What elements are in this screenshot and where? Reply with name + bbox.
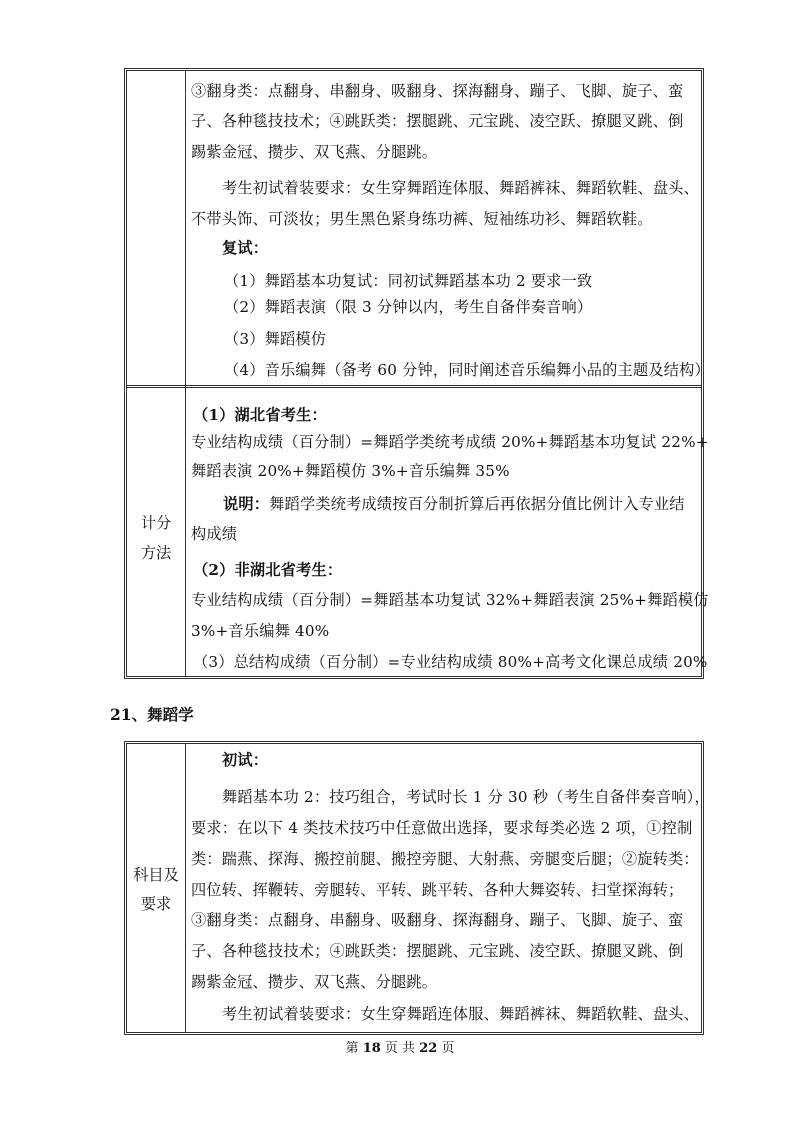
column-divider <box>185 71 186 676</box>
text-line: 舞蹈基本功 2：技巧组合，考试时长 1 分 30 秒（考生自备伴奏音响）， <box>222 788 710 806</box>
subject-label: 科目及 <box>133 866 179 884</box>
text-line: 考生初试着装要求：女生穿舞蹈连体服、舞蹈裤袜、舞蹈软鞋、盘头、 <box>222 179 700 197</box>
footer-mid: 页 共 <box>384 1041 416 1056</box>
text-line: 构成绩 <box>191 525 238 543</box>
page-footer <box>0 1037 800 1056</box>
text-line: 专业结构成绩（百分制）=舞蹈学类统考成绩 20%+舞蹈基本功复试 22%+ <box>191 433 709 451</box>
scoring-label: 计分 <box>140 514 172 532</box>
fushi-item: （3）舞蹈模仿 <box>224 330 327 348</box>
text-line: 专业结构成绩（百分制）=舞蹈基本功复试 32%+舞蹈表演 25%+舞蹈模仿 <box>191 591 709 609</box>
total-line: （3）总结构成绩（百分制）=专业结构成绩 80%+高考文化课总成绩 20% <box>193 653 708 671</box>
fushi-heading: 复试： <box>222 239 269 257</box>
section-title: 21、舞蹈学 <box>110 705 194 724</box>
subject-label: 要求 <box>140 895 172 913</box>
note-label: 说明： <box>223 495 270 513</box>
text-line: 不带头饰、可淡妆；男生黑色紧身练功裤、短袖练功衫、舞蹈软鞋。 <box>191 210 653 228</box>
note-line <box>223 494 685 514</box>
text-line: 3%+音乐编舞 40% <box>191 622 330 640</box>
text-line: 踢紫金冠、攒步、双飞燕、分腿跳。 <box>191 973 438 991</box>
text-line: 子、各种毯技技术；④跳跃类：摆腿跳、元宝跳、凌空跃、撩腿叉跳、倒 <box>191 942 684 960</box>
text-line: 踢紫金冠、攒步、双飞燕、分腿跳。 <box>191 143 438 161</box>
page-total: 22 <box>419 1041 438 1056</box>
chushi-heading: 初试： <box>222 751 269 769</box>
fushi-item: （4）音乐编舞（备考 60 分钟，同时阐述音乐编舞小品的主题及结构） <box>224 361 710 379</box>
text-line: 舞蹈表演 20%+舞蹈模仿 3%+音乐编舞 35% <box>191 462 510 480</box>
table-continued <box>124 68 710 679</box>
text-line: 四位转、挥鞭转、旁腿转、平转、跳平转、各种大舞姿转、扫堂探海转； <box>191 881 684 899</box>
footer-prefix: 第 <box>345 1041 359 1056</box>
fushi-item: （1）舞蹈基本功复试：同初试舞蹈基本功 2 要求一致 <box>224 272 593 290</box>
page-number: 18 <box>362 1041 381 1056</box>
note-text: 舞蹈学类统考成绩按百分制折算后再依据分值比例计入专业结 <box>269 495 685 513</box>
text-line: ③翻身类：点翻身、串翻身、吸翻身、探海翻身、蹦子、飞脚、旋子、蛮 <box>191 82 684 100</box>
text-line: 考生初试着装要求：女生穿舞蹈连体服、舞蹈裤袜、舞蹈软鞋、盘头、 <box>222 1005 700 1023</box>
text-line: ③翻身类：点翻身、串翻身、吸翻身、探海翻身、蹦子、飞脚、旋子、蛮 <box>191 911 684 929</box>
hubei-heading: （1）湖北省考生： <box>193 406 327 424</box>
fushi-item: （2）舞蹈表演（限 3 分钟以内，考生自备伴奏音响） <box>224 298 593 316</box>
table-subjects <box>124 741 710 1035</box>
nonhubei-heading: （2）非湖北省考生： <box>193 561 343 579</box>
text-line: 子、各种毯技技术；④跳跃类：摆腿跳、元宝跳、凌空跃、撩腿叉跳、倒 <box>191 112 684 130</box>
text-line: 要求：在以下 4 类技术技巧中任意做出选择，要求每类必选 2 项，①控制 <box>191 819 693 837</box>
scoring-label: 方法 <box>140 544 172 562</box>
column-divider <box>185 744 186 1032</box>
footer-suffix: 页 <box>441 1041 455 1056</box>
row-divider <box>127 385 701 388</box>
text-line: 类：踹燕、探海、搬控前腿、搬控旁腿、大射燕、旁腿变后腿；②旋转类： <box>191 850 699 868</box>
